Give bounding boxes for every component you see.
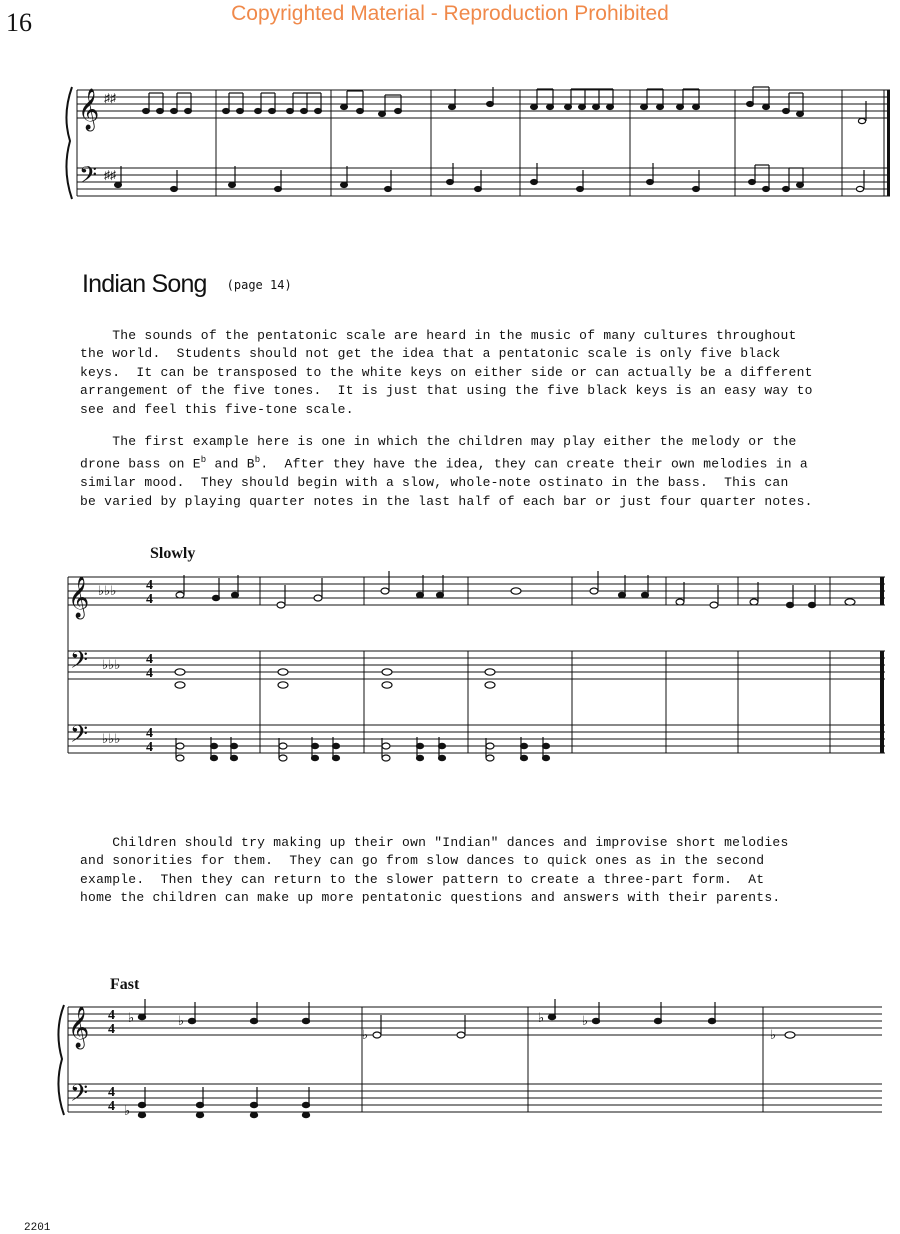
text-segment: and B [206,456,255,472]
svg-text:♭: ♭ [538,1010,545,1025]
text-line: Children should try making up their own "Indian" dances and improvise short melodies [80,835,789,850]
svg-text:𝄞: 𝄞 [68,577,90,618]
svg-text:𝄢: 𝄢 [70,1079,89,1112]
text-line: arrangement of the five tones. It is just that using the five black keys is an easy way to [80,383,813,399]
text-segment: . After they have the idea, they can create their own melodies in a [260,456,808,472]
text-line: example. Then they can return to the slower pattern to create a three-part form. At [80,871,765,887]
text-line: the world. Students should not get the idea that a pentatonic scale is only five black [80,346,781,362]
time-signature-bottom: 4 [108,1022,115,1037]
time-signature-top: 4 [108,1008,115,1023]
time-signature-bottom: 4 [146,740,153,755]
text-line: be varied by playing quarter notes in the last half of each bar or just four quarter notes. [80,493,813,509]
paragraph-pentatonic [80,327,900,419]
top-score-system [0,75,900,215]
flat-sign: b [254,455,261,466]
text-line: The first example here is one in which the children may play either the melody or the [80,434,797,449]
footer-catalog-number: 2201 [24,1222,51,1234]
text-line: home the children can make up more pentatonic questions and answers with their parents. [80,890,781,906]
svg-text:♭♭♭: ♭♭♭ [98,583,117,598]
paragraph-indian-dances [80,834,900,908]
svg-text:♭♭♭: ♭♭♭ [102,731,121,746]
tempo-marking-fast: Fast [110,976,140,993]
svg-text:♯♯: ♯♯ [104,168,116,182]
time-signature-top: 4 [108,1085,115,1100]
copyright-watermark: Copyrighted Material - Reproduction Prohibited [231,2,669,25]
text-line: see and feel this five-tone scale. [80,401,354,417]
flat-sign: b [200,455,207,466]
svg-text:♭: ♭ [124,1103,131,1118]
time-signature-top: 4 [146,726,153,741]
page-number: 16 [6,8,32,37]
text-line: keys. It can be transposed to the white keys on either side or can actually be a different [80,364,813,380]
svg-text:♭: ♭ [362,1027,369,1042]
text-line: The sounds of the pentatonic scale are heard in the music of many cultures throughout [80,328,797,343]
time-signature-top: 4 [146,652,153,667]
svg-text:𝄢: 𝄢 [79,161,98,194]
svg-text:♭♭♭: ♭♭♭ [102,657,121,672]
time-signature-top: 4 [146,578,153,593]
time-signature-bottom: 4 [108,1099,115,1114]
time-signature-bottom: 4 [146,592,153,607]
fast-score-system [0,995,900,1125]
page-reference: (page 14) [226,278,292,293]
section-title [82,270,292,299]
svg-text:♭: ♭ [178,1013,185,1028]
svg-text:♭: ♭ [770,1027,777,1042]
svg-text:𝄢: 𝄢 [70,720,89,753]
paragraph-first-example [80,433,900,511]
text-line: similar mood. They should begin with a slow, whole-note ostinato in the bass. This can [80,475,789,491]
slowly-score-system [0,565,900,770]
svg-text:♭: ♭ [582,1013,589,1028]
time-signature-bottom: 4 [146,666,153,681]
svg-text:♯♯: ♯♯ [104,91,116,105]
section-title-text: Indian Song [82,270,207,298]
text-segment: drone bass on E [80,456,201,472]
svg-text:𝄢: 𝄢 [70,646,89,679]
svg-text:𝄞: 𝄞 [78,89,100,130]
svg-text:𝄞: 𝄞 [68,1007,90,1048]
tempo-marking-slowly: Slowly [150,545,196,562]
text-line [80,451,900,474]
text-line: and sonorities for them. They can go from slow dances to quick ones as in the second [80,853,765,869]
svg-text:♭: ♭ [128,1010,135,1025]
